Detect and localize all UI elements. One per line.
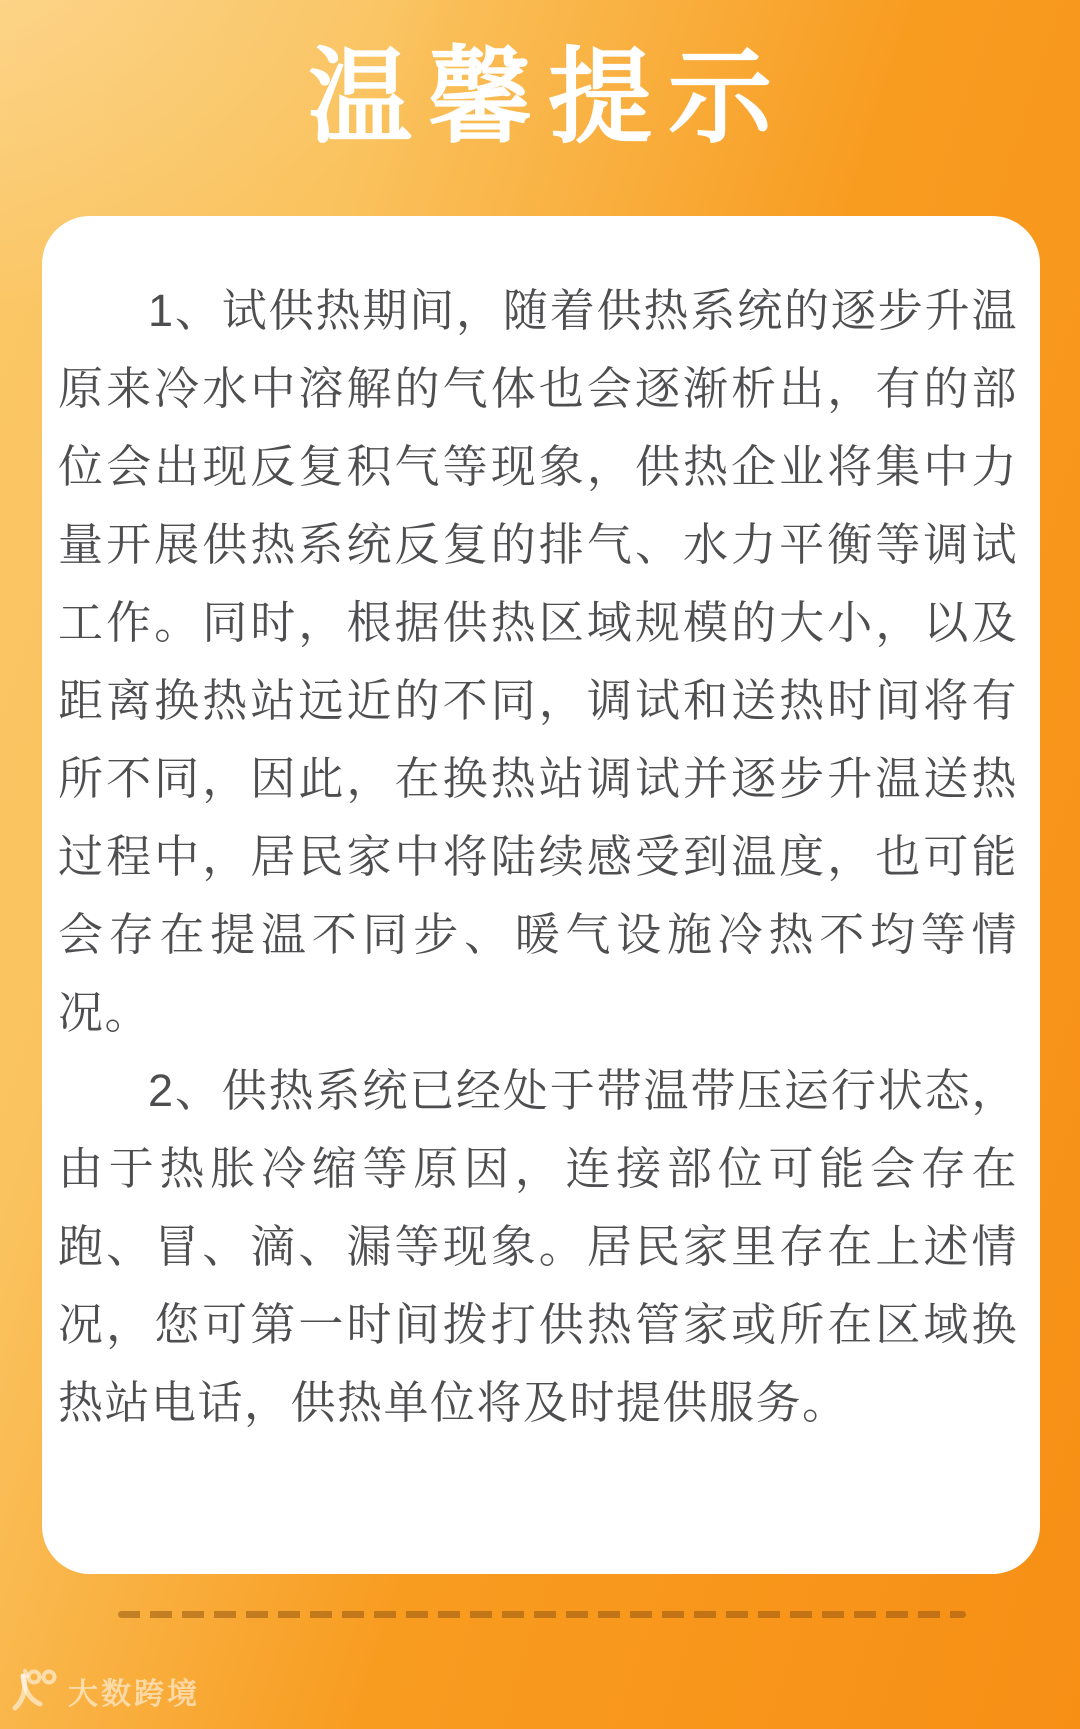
notice-card <box>42 216 1040 1574</box>
dashed-divider <box>118 1611 966 1618</box>
watermark-text: 大数跨境 <box>68 1678 200 1711</box>
page-title: 温馨提示 <box>307 40 788 156</box>
notice-paragraph-1: 1、试供热期间，随着供热系统的逐步升温原来冷水中溶解的气体也会逐渐析出，有的部位会出现反复积气等现象，供热企业将集中力量开展供热系统反复的排气、水力平衡等调试工作。同时，根据供热区域规模的大小，以及距离换热站远近的不同，调试和送热时间将有所不同，因此，在换热站调试并逐步升温送热过程中，居民家中将陆续感受到温度，也可能会存在提温不同步、暖气设施冷热不均等情况。 <box>58 285 1018 1038</box>
dashu-100-logo-icon <box>10 1668 58 1714</box>
notice-paragraph-2: 2、供热系统已经处于带温带压运行状态，由于热胀冷缩等原因，连接部位可能会存在跑、冒、滴、漏等现象。居民家里存在上述情况，您可第一时间拨打供热管家或所在区域换热站电话，供热单位将及时提供服务。 <box>58 1065 1018 1428</box>
watermark <box>10 1668 200 1714</box>
